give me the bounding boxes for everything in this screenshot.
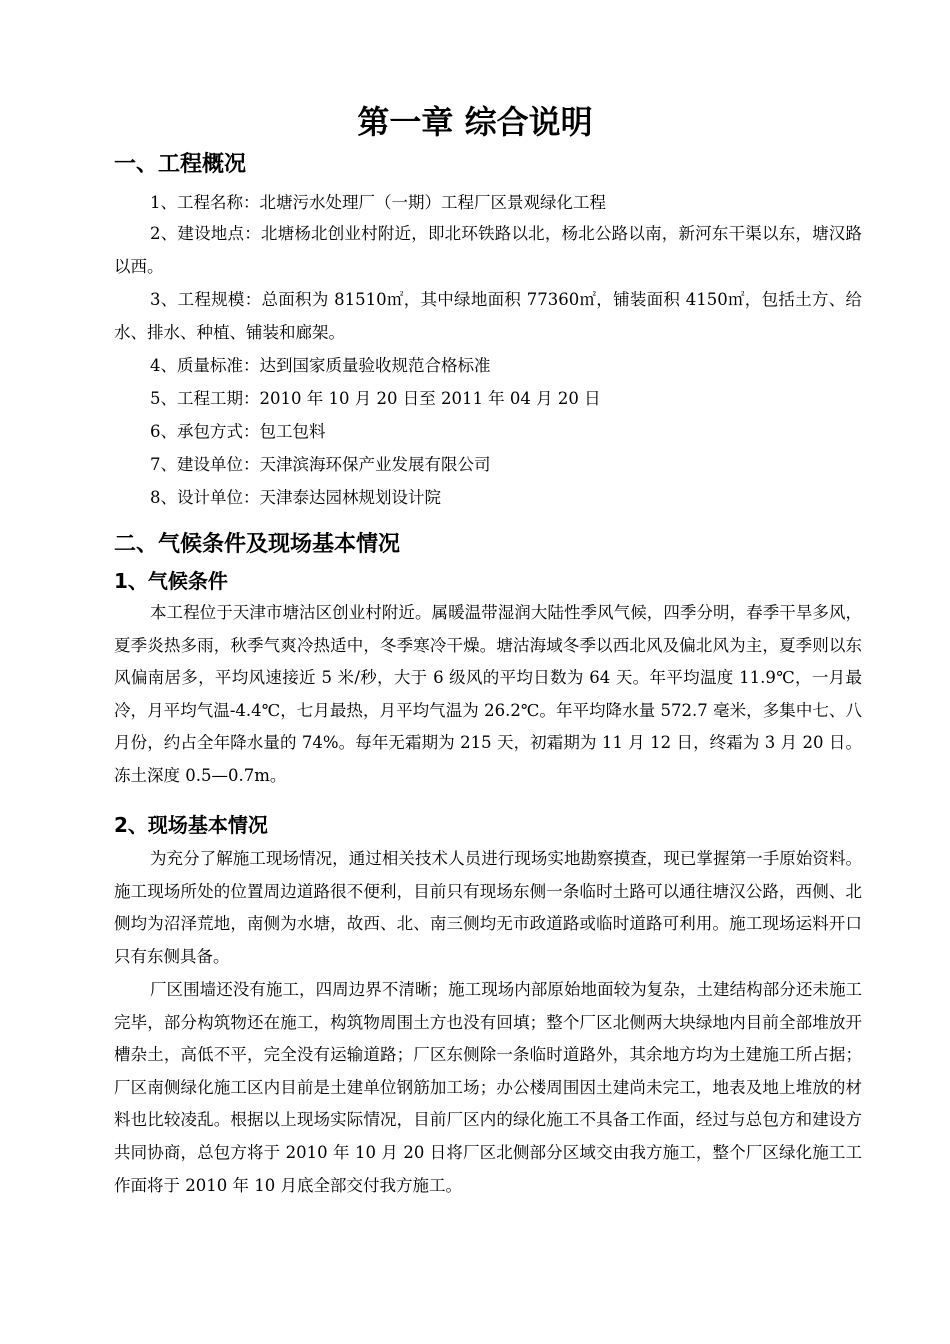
project-location-item: 2、建设地点：北塘杨北创业村附近，即北环铁路以北，杨北公路以南，新河东干渠以东，塘汉路以西。 <box>114 224 862 276</box>
climate-heading: 1、气候条件 <box>114 569 228 593</box>
project-period-item: 5、工程工期：2010 年 10 月 20 日至 2011 年 04 月 20 日 <box>150 389 601 408</box>
project-name-item: 1、工程名称：北塘污水处理厂（一期）工程厂区景观绿化工程 <box>150 193 606 212</box>
quality-standard-item: 4、质量标准：达到国家质量验收规范合格标准 <box>150 356 491 375</box>
section1-heading: 一、工程概况 <box>114 152 247 177</box>
climate-paragraph: 本工程位于天津市塘沽区创业村附近。属暖温带湿润大陆性季风气候，四季分明，春季干旱多风，夏季炎热多雨，秋季气爽冷热适中，冬季寒冷干燥。塘沽海域冬季以西北风及偏北风为主，夏季则以东风偏南居多，平均风速接近 5 米/秒，大于 6 级风的平均日数为 64 天。年平均温度 11.9℃，一月最冷，月平均气温-4.4℃，七月最热，月平均气温为 26.2℃。年平均降水量 572.7 毫米，多集中七、八月份，约占全年降水量的 74%。每年无霜期为 215 天，初霜期为 11 月 12 日，终霜为 3 月 20 日。冻土深度 0.5—0.7m。 <box>114 603 862 785</box>
contract-mode-item: 6、承包方式：包工包料 <box>150 422 326 441</box>
section2-heading: 二、气候条件及现场基本情况 <box>114 532 401 557</box>
site-paragraph-2: 厂区围墙还没有施工，四周边界不清晰；施工现场内部原始地面较为复杂，土建结构部分还未施工完毕，部分构筑物还在施工，构筑物周围土方也没有回填；整个厂区北侧两大块绿地内目前全部堆放开槽杂土，高低不平，完全没有运输道路；厂区东侧除一条临时道路外，其余地方均为土建施工所占据；厂区南侧绿化施工区内目前是土建单位钢筋加工场；办公楼周围因土建尚未完工，地表及地上堆放的材料也比较凌乱。根据以上现场实际情况，目前厂区内的绿化施工不具备工作面，经过与总包方和建设方共同协商，总包方将于 2010 年 10 月 20 日将厂区北侧部分区域交由我方施工，整个厂区绿化施工工作面将于 2010 年 10 月底全部交付我方施工。 <box>114 980 862 1195</box>
project-scale-item: 3、工程规模：总面积为 81510㎡，其中绿地面积 77360㎡，铺装面积 4150㎡，包括土方、给水、排水、种植、铺装和廊架。 <box>114 290 862 342</box>
site-conditions-heading: 2、现场基本情况 <box>114 813 268 837</box>
site-paragraph-1: 为充分了解施工现场情况，通过相关技术人员进行现场实地勘察摸查，现已掌握第一手原始资料。施工现场所处的位置周边道路很不便利，目前只有现场东侧一条临时土路可以通往塘汉公路，西侧、北侧均为沼泽荒地，南侧为水塘，故西、北、南三侧均无市政道路或临时道路可利用。施工现场运料开口只有东侧具备。 <box>114 849 862 966</box>
design-unit-item: 8、设计单位：天津泰达园林规划设计院 <box>150 488 441 507</box>
owner-unit-item: 7、建设单位：天津滨海环保产业发展有限公司 <box>150 455 491 474</box>
chapter-title: 第一章 综合说明 <box>357 103 593 141</box>
